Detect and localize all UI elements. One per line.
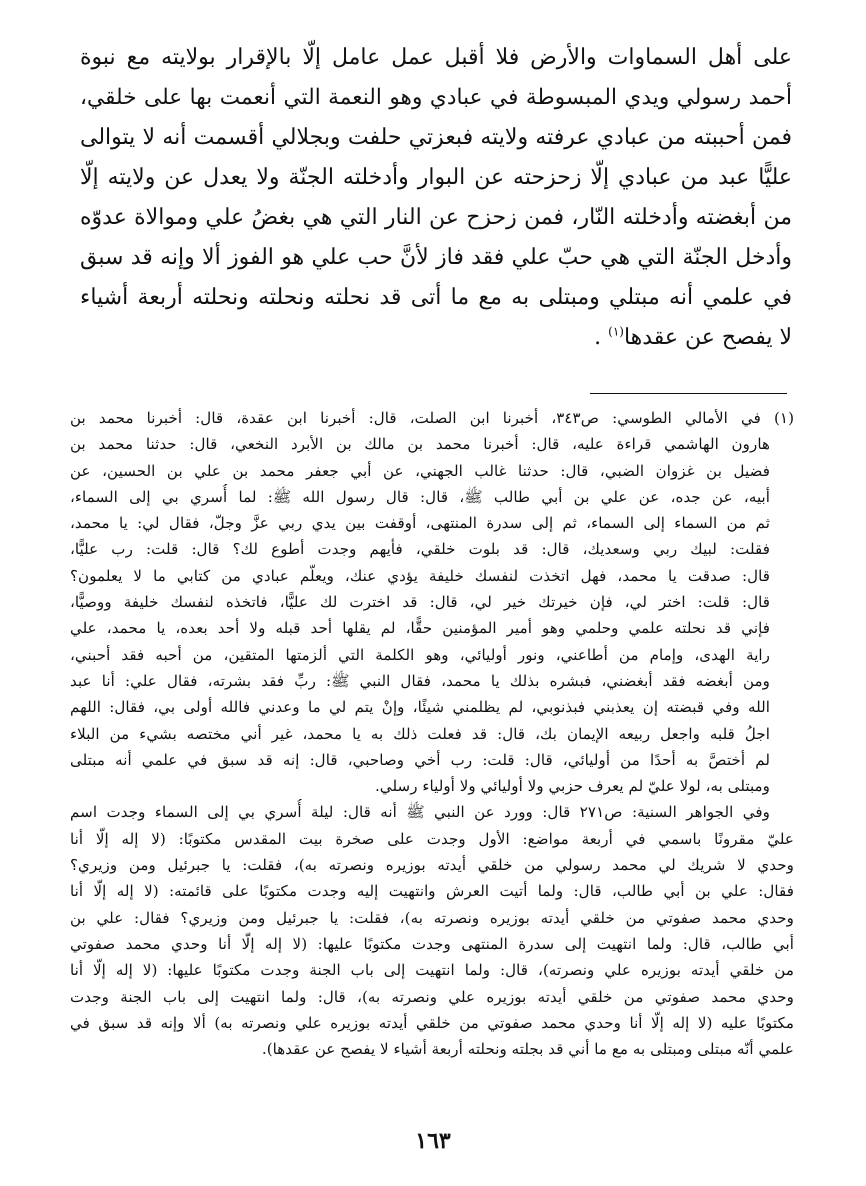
footnote-line: راية الهدى، وإمام من أطاعني، ونور أوليائي، وهو الكلمة التي ألزمتها المتقين، من أحبه فقد أحبني، [70, 645, 770, 664]
footnote-line: علمي أنّه مبتلى ومبتلى به مع ما أني قد بجلته ونحلته أربعة أشياء لا يفصح عن عقدها). [261, 1040, 794, 1059]
footnote-line: أبيه، عن جده، عن علي بن أبي طالب ﷺ، قال: قال رسول الله ﷺ: لما أُسري بي إلى السماء، [70, 487, 770, 506]
footnote-line: هارون الهاشمي قراءة عليه، قال: أخبرنا محمد بن مالك بن الأبرد النخعي، قال: حدثنا محمد بن [70, 435, 770, 454]
main-text [80, 38, 792, 358]
footnote-line: قال: قلت: اختر لي، فإن خيرتك خير لي، قال: قد اخترت لك عليًّا، فاتخذه لنفسك خليفة ووصيًّا، [70, 593, 770, 612]
footnote-line: وحدي لا شريك لي محمد رسولي من خلقي أيدته بوزيره ونصرته به)، فقلت: يا جبرئيل ومن وزيري؟ [70, 856, 794, 875]
main-text-last-line [80, 318, 792, 358]
main-text-line: وأدخل الجنّة التي هي حبّ علي فقد فاز لأنَّ حب علي هو الفوز ألا وإنه قد سبق [80, 245, 792, 270]
footnote-line: لم أختصَّ به أحدًا من أوليائي، قال: قلت: رب أخي وصاحبي، قال: إنه قد سبق في علمي أنه مبتلى [70, 750, 770, 769]
main-text-line: لا يفصح عن عقدها [623, 325, 792, 350]
footnote-line: وفي الجواهر السنية: ص٢٧١ قال: وورد عن النبي ﷺ أنه قال: ليلة أُسري بي إلى السماء وجدت اسم [70, 803, 770, 822]
footnote-line: وحدي محمد صفوتي من خلقي أيدته بوزيره ونصرته به)، فقلت: يا جبرئيل ومن وزيري؟ فقال: علي بن [70, 908, 794, 927]
footnote-line: فضيل بن غزوان الضبي، قال: حدثنا غالب الجهني، عن أبي جعفر محمد بن علي بن الحسين، عن [70, 461, 770, 480]
footnote-reference[interactable]: (١) [608, 324, 624, 339]
main-text-line: على أهل السماوات والأرض فلا أقبل عمل عامل إلّا بالإقرار بولايته مع نبوة [80, 45, 792, 70]
main-text-line: في علمي أنه مبتلي ومبتلى به مع ما أتى قد نحلته ونحلته ونحلته أربعة أشياء [80, 285, 792, 310]
footnote-line: الله وفي قبضته إن يعذبني فبذنوبي، لم يظلمني شيئًا، وإنْ يتم لي ما وعدني فالله أولى بي، فقال: اللهم [70, 698, 770, 717]
main-text-line: فمن أحببته من عبادي عرفته ولايته فبعزتي حلفت وبجلالي أقسمت أنه لا يتوالى [80, 125, 792, 150]
footnote-line: فقال: علي بن أبي طالب، قال: ولما أتيت العرش وانتهيت إليه وجدت مكتوبًا على قائمته: (لا إله إلّا أنا [70, 882, 794, 901]
footnote-line: فإني قد نحلته علمي وحلمي وهو أمير المؤمنين حقًّا، لم يقلها أحد قبله ولا أحد بعده، يا محمد، علي [70, 619, 770, 638]
footnotes [70, 405, 794, 1062]
footnote-line: ومبتلى به، لولا عليّ لم يعرف حزبي ولا أوليائي ولا أولياء رسلي. [374, 777, 770, 796]
footnote-line: مكتوبًا عليه (لا إله إلّا أنا وحدي محمد صفوتي من خلقي أيدته بوزيره علي ونصرته به) ألا وإنه قد سبق في [70, 1013, 794, 1032]
footnote-line: قال: صدقت يا محمد، فهل اتخذت لنفسك خليفة يؤدي عنك، ويعلّم عبادي من كتابي ما لا يعلمون؟ [70, 566, 770, 585]
footnote-line: اجلُ قلبه واجعل ربيعه الإيمان بك، قال: قد فعلت ذلك به يا محمد، غير أني مختصه بشيء من البلاء [70, 724, 770, 743]
footnote-separator [590, 393, 787, 394]
main-text-line: أحمد رسولي ويدي المبسوطة في عبادي وهو النعمة التي أنعمت بها على خلقي، [80, 85, 792, 110]
footnote-line: أبي طالب، قال: ولما انتهيت إلى سدرة المنتهى وجدت مكتوبًا عليها: (لا إله إلّا أنا وحدي محمد صفوتي [70, 934, 794, 953]
page-number: ١٦٣ [415, 1128, 451, 1154]
footnote-line: (١) في الأمالي الطوسي: ص٣٤٣، أخبرنا ابن الصلت، قال: أخبرنا ابن عقدة، قال: أخبرنا محمد بن [70, 409, 794, 427]
footnote-line: وحدي محمد صفوتي من خلقي أيدته بوزيره علي ونصرته به)، قال: ولما انتهيت إلى باب الجنة وجدت [70, 987, 794, 1006]
main-text-line: عليًّا عبد من عبادي إلّا زحزحته عن البوار وأدخلته الجنّة ولا يعدل عن ولايته إلّا [80, 165, 792, 190]
footnote-line: فقلت: لبيك ربي وسعديك، قال: قد بلوت خلقي، فأيهم وجدت أطوع لك؟ قال: قلت: رب عليًّا، [70, 540, 770, 559]
footnote-line: ثم من السماء إلى السماء، ثم إلى سدرة المنتهى، أوقفت بين يدي ربي عزَّ وجلّ، فقال لي: يا محمد، [70, 514, 770, 533]
main-text-line: من أبغضته وأدخلته النّار، فمن زحزح عن النار التي هي بغضُ علي وموالاة عدوّه [80, 205, 792, 230]
footnote-line: من خلقي أيدته بوزيره علي ونصرته)، قال: ولما انتهيت إلى باب الجنة وجدت مكتوبًا عليها: (لا إله إلّا أنا [70, 961, 794, 980]
footnote-line: ومن أبغضه فقد أبغضني، فبشره بذلك يا محمد، فقال النبي ﷺ: ربِّ فقد بشرته، فقال علي: أنا عبد [70, 671, 770, 690]
footnote-line: عليّ مقرونًا باسمي في أربعة مواضع: الأول وجدت على صخرة بيت المقدس مكتوبًا: (لا إله إلّا أنا [70, 829, 794, 848]
main-text-line-end: . [594, 325, 609, 350]
